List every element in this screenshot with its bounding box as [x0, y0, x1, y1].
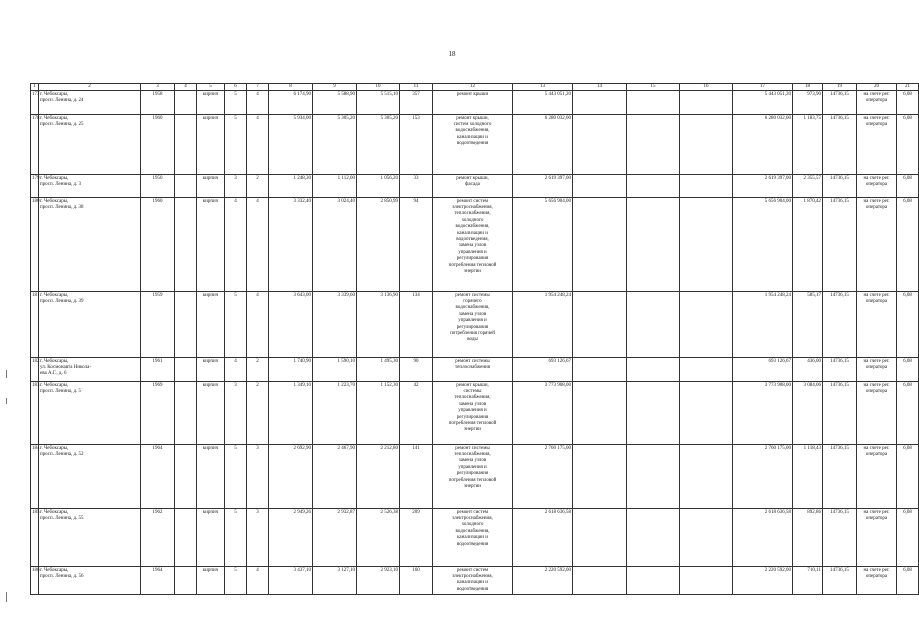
cell-residents: 141 — [400, 445, 433, 509]
cell-year: 1964 — [141, 445, 175, 509]
cell-c4 — [175, 445, 197, 509]
cell-c15 — [627, 198, 680, 292]
cell-address: г. Чебоксары, просп. Ленина, д. 25 — [39, 115, 141, 175]
cell-floors: 5 — [225, 509, 247, 567]
cell-address: г. Чебоксары, просп. Ленина, д. 55 — [39, 509, 141, 567]
cell-cost2: 5 656 904,00 — [733, 198, 793, 292]
cell-c16 — [680, 198, 733, 292]
cell-entrances: 4 — [247, 115, 269, 175]
cell-works: ремонт крыши, фасада — [433, 175, 513, 198]
cell-limit: 14736,15 — [823, 115, 857, 175]
cell-limit: 14736,15 — [823, 382, 857, 445]
cell-entrances: 3 — [247, 445, 269, 509]
column-number: 3 — [141, 84, 175, 91]
cell-specific: 436,00 — [793, 358, 823, 382]
cell-funding: на счете рег. оператора — [857, 175, 897, 198]
cell-area-total: 3 643,00 — [269, 292, 313, 358]
cell-c15 — [627, 175, 680, 198]
cell-entrances: 4 — [247, 567, 269, 595]
cell-funding: на счете рег. оператора — [857, 115, 897, 175]
column-number: 12 — [433, 84, 513, 91]
cell-c4 — [175, 509, 197, 567]
cell-residents: 33 — [400, 175, 433, 198]
column-number: 2 — [39, 84, 141, 91]
cell-finish: 6,08 — [897, 115, 919, 175]
cell-floors: 5 — [225, 115, 247, 175]
cell-address: г. Чебоксары, просп. Ленина, д. 39 — [39, 292, 141, 358]
cell-funding: на счете рег. оператора — [857, 358, 897, 382]
cell-area-a: 3 339,60 — [313, 292, 357, 358]
column-number: 13 — [513, 84, 573, 91]
cell-residents: 134 — [400, 292, 433, 358]
cell-cost2: 6 280 032,00 — [733, 115, 793, 175]
column-number: 18 — [793, 84, 823, 91]
cell-cost: 693 126,67 — [513, 358, 573, 382]
cell-n: 184 — [31, 445, 39, 509]
cell-area-b: 1 152,30 — [357, 382, 400, 445]
cell-limit: 14736,15 — [823, 198, 857, 292]
cell-limit: 14736,15 — [823, 358, 857, 382]
cell-area-b: 1 495,30 — [357, 358, 400, 382]
cell-c16 — [680, 445, 733, 509]
cell-year: 1969 — [141, 382, 175, 445]
table-row — [31, 198, 919, 292]
cell-c15 — [627, 382, 680, 445]
cell-address: г. Чебоксары, просп. Ленина, д. 5 — [39, 382, 141, 445]
cell-material: кирпич — [197, 91, 225, 115]
cell-specific: 892,86 — [793, 509, 823, 567]
table-row — [31, 115, 919, 175]
cell-funding: на счете рег. оператора — [857, 198, 897, 292]
column-number: 11 — [400, 84, 433, 91]
cell-material: кирпич — [197, 115, 225, 175]
cell-entrances: 4 — [247, 91, 269, 115]
cell-limit: 14736,15 — [823, 175, 857, 198]
cell-address: г. Чебоксары, просп. Ленина, д. 24 — [39, 91, 141, 115]
cell-c14 — [573, 91, 627, 115]
cell-floors: 3 — [225, 382, 247, 445]
cell-cost2: 3 773 908,00 — [733, 382, 793, 445]
cell-c4 — [175, 382, 197, 445]
cell-n: 182 — [31, 358, 39, 382]
cell-c15 — [627, 115, 680, 175]
cell-n: 180 — [31, 198, 39, 292]
cell-specific: 1 118,43 — [793, 445, 823, 509]
cell-area-total: 1 248,30 — [269, 175, 313, 198]
cell-residents: 209 — [400, 509, 433, 567]
cell-limit: 14736,15 — [823, 509, 857, 567]
cell-c4 — [175, 115, 197, 175]
column-number: 14 — [573, 84, 627, 91]
cell-entrances: 4 — [247, 198, 269, 292]
column-number: 20 — [857, 84, 897, 91]
cell-area-a: 2 932,87 — [313, 509, 357, 567]
cell-n: 179 — [31, 175, 39, 198]
cell-n: 186 — [31, 567, 39, 595]
cell-n: 177 — [31, 91, 39, 115]
cell-c16 — [680, 509, 733, 567]
cell-c14 — [573, 567, 627, 595]
cell-c14 — [573, 115, 627, 175]
cell-finish: 6,08 — [897, 358, 919, 382]
cell-limit: 14736,15 — [823, 567, 857, 595]
column-number: 8 — [269, 84, 313, 91]
page-number: 18 — [448, 50, 456, 58]
cell-c16 — [680, 567, 733, 595]
column-number: 15 — [627, 84, 680, 91]
cell-area-a: 5 305,20 — [313, 115, 357, 175]
repair-program-table — [30, 83, 919, 595]
cell-address: г. Чебоксары, просп. Ленина, д. 38 — [39, 198, 141, 292]
cell-year: 1961 — [141, 358, 175, 382]
cell-floors: 5 — [225, 91, 247, 115]
cell-address: г. Чебоксары, просп. Ленина, д. 56 — [39, 567, 141, 595]
cell-specific: 710,11 — [793, 567, 823, 595]
cell-finish: 6,08 — [897, 382, 919, 445]
cell-c16 — [680, 115, 733, 175]
cell-year: 1960 — [141, 115, 175, 175]
cell-residents: 94 — [400, 198, 433, 292]
cell-entrances: 2 — [247, 358, 269, 382]
cell-floors: 5 — [225, 567, 247, 595]
cell-entrances: 2 — [247, 382, 269, 445]
cell-c15 — [627, 509, 680, 567]
cell-material: кирпич — [197, 567, 225, 595]
cell-works: ремонт крыши — [433, 91, 513, 115]
cell-area-b: 5 515,10 — [357, 91, 400, 115]
cell-area-a: 1 590,10 — [313, 358, 357, 382]
cell-area-total: 5 934,00 — [269, 115, 313, 175]
cell-area-a: 5 588,90 — [313, 91, 357, 115]
cell-specific: 1 183,75 — [793, 115, 823, 175]
cell-c4 — [175, 91, 197, 115]
cell-residents: 153 — [400, 115, 433, 175]
cell-floors: 3 — [225, 175, 247, 198]
cell-floors: 5 — [225, 292, 247, 358]
cell-finish: 6,08 — [897, 198, 919, 292]
cell-cost2: 2 619 397,00 — [733, 175, 793, 198]
column-number: 10 — [357, 84, 400, 91]
cell-c4 — [175, 358, 197, 382]
cell-year: 1960 — [141, 198, 175, 292]
cell-c14 — [573, 382, 627, 445]
cell-c4 — [175, 292, 197, 358]
cell-material: кирпич — [197, 509, 225, 567]
table-row — [31, 292, 919, 358]
cell-address: г. Чебоксары, просп. Ленина, д. 3 — [39, 175, 141, 198]
cell-limit: 14736,15 — [823, 445, 857, 509]
cell-area-total: 3 437,10 — [269, 567, 313, 595]
cell-area-a: 1 223,70 — [313, 382, 357, 445]
margin-mark — [6, 398, 7, 404]
cell-area-b: 5 305,20 — [357, 115, 400, 175]
cell-finish: 6,08 — [897, 445, 919, 509]
cell-limit: 14736,15 — [823, 91, 857, 115]
cell-n: 185 — [31, 509, 39, 567]
cell-c4 — [175, 175, 197, 198]
cell-c16 — [680, 175, 733, 198]
cell-specific: 973,90 — [793, 91, 823, 115]
cell-year: 1964 — [141, 567, 175, 595]
column-number: 6 — [225, 84, 247, 91]
cell-c14 — [573, 445, 627, 509]
cell-c16 — [680, 358, 733, 382]
cell-cost2: 693 126,67 — [733, 358, 793, 382]
cell-cost: 6 280 032,00 — [513, 115, 573, 175]
cell-c14 — [573, 175, 627, 198]
cell-cost: 2 618 636,58 — [513, 509, 573, 567]
cell-material: кирпич — [197, 445, 225, 509]
cell-funding: на счете рег. оператора — [857, 509, 897, 567]
cell-cost: 5 443 051,20 — [513, 91, 573, 115]
cell-material: кирпич — [197, 175, 225, 198]
cell-area-a: 3 024,40 — [313, 198, 357, 292]
column-number-row — [31, 84, 919, 91]
column-number: 4 — [175, 84, 197, 91]
margin-mark — [6, 370, 7, 378]
column-number: 21 — [897, 84, 919, 91]
cell-area-b: 2 923,10 — [357, 567, 400, 595]
cell-residents: 357 — [400, 91, 433, 115]
cell-year: 1950 — [141, 175, 175, 198]
cell-works: ремонт систем электроснабжения, холодного водоснабжения, канализации и водоотведения — [433, 509, 513, 567]
cell-finish: 6,08 — [897, 292, 919, 358]
margin-mark — [6, 592, 7, 602]
cell-finish: 6,08 — [897, 91, 919, 115]
table-row — [31, 358, 919, 382]
cell-floors: 4 — [225, 358, 247, 382]
column-number: 1 — [31, 84, 39, 91]
cell-area-b: 1 056,20 — [357, 175, 400, 198]
cell-specific: 2 355,57 — [793, 175, 823, 198]
cell-cost2: 5 443 051,20 — [733, 91, 793, 115]
cell-limit: 14736,15 — [823, 292, 857, 358]
cell-c14 — [573, 509, 627, 567]
cell-n: 178 — [31, 115, 39, 175]
cell-area-total: 3 332,40 — [269, 198, 313, 292]
column-number: 19 — [823, 84, 857, 91]
cell-funding: на счете рег. оператора — [857, 567, 897, 595]
cell-specific: 3 084,06 — [793, 382, 823, 445]
cell-area-b: 3 136,90 — [357, 292, 400, 358]
cell-cost2: 2 220 592,00 — [733, 567, 793, 595]
cell-c15 — [627, 91, 680, 115]
cell-cost2: 2 760 175,00 — [733, 445, 793, 509]
cell-cost2: 2 618 636,58 — [733, 509, 793, 567]
cell-area-b: 2 212,80 — [357, 445, 400, 509]
cell-residents: 160 — [400, 567, 433, 595]
cell-works: ремонт крыши, систем холодного водоснабжения, канализации и водоотведения — [433, 115, 513, 175]
cell-funding: на счете рег. оператора — [857, 382, 897, 445]
cell-residents: 42 — [400, 382, 433, 445]
cell-area-total: 2 692,90 — [269, 445, 313, 509]
cell-floors: 5 — [225, 445, 247, 509]
table-row — [31, 509, 919, 567]
cell-funding: на счете рег. оператора — [857, 292, 897, 358]
cell-c14 — [573, 358, 627, 382]
cell-entrances: 2 — [247, 175, 269, 198]
cell-year: 1962 — [141, 509, 175, 567]
cell-material: кирпич — [197, 292, 225, 358]
cell-area-total: 1 349,10 — [269, 382, 313, 445]
cell-area-a: 3 127,10 — [313, 567, 357, 595]
table-row — [31, 175, 919, 198]
cell-c15 — [627, 445, 680, 509]
cell-cost: 2 760 175,00 — [513, 445, 573, 509]
cell-cost: 1 954 248,24 — [513, 292, 573, 358]
cell-specific: 585,17 — [793, 292, 823, 358]
cell-area-a: 2 467,90 — [313, 445, 357, 509]
cell-specific: 1 870,42 — [793, 198, 823, 292]
cell-finish: 6,08 — [897, 567, 919, 595]
cell-c14 — [573, 198, 627, 292]
cell-works: ремонт систем электроснабжения, канализации и водоотведения — [433, 567, 513, 595]
cell-material: кирпич — [197, 358, 225, 382]
cell-material: кирпич — [197, 382, 225, 445]
cell-cost: 2 220 592,00 — [513, 567, 573, 595]
cell-finish: 6,08 — [897, 509, 919, 567]
cell-works: ремонт системы теплоснабжения, замена узлов управления и регулирования потребления тепловой энергии — [433, 445, 513, 509]
column-number: 7 — [247, 84, 269, 91]
cell-residents: 90 — [400, 358, 433, 382]
cell-n: 181 — [31, 292, 39, 358]
cell-c16 — [680, 382, 733, 445]
cell-area-a: 1 112,00 — [313, 175, 357, 198]
table-row — [31, 567, 919, 595]
column-number: 16 — [680, 84, 733, 91]
cell-address: г. Чебоксары, ул. Космонавта Никола- ева А.Г., д. 6 — [39, 358, 141, 382]
cell-funding: на счете рег. оператора — [857, 445, 897, 509]
cell-area-b: 2 850,99 — [357, 198, 400, 292]
cell-finish: 6,08 — [897, 175, 919, 198]
cell-year: 1959 — [141, 292, 175, 358]
cell-c16 — [680, 91, 733, 115]
cell-works: ремонт системы горячего водоснабжения, замена узлов управления и регулирования потребления горячей воды — [433, 292, 513, 358]
cell-material: кирпич — [197, 198, 225, 292]
cell-area-total: 1 740,90 — [269, 358, 313, 382]
cell-works: ремонт систем электроснабжения, теплоснабжения, холодного водоснабжения, канализации и водоотведения, замена узлов управления и регулирования потребления тепловой энергии — [433, 198, 513, 292]
cell-cost2: 1 954 248,24 — [733, 292, 793, 358]
cell-c15 — [627, 567, 680, 595]
cell-address: г. Чебоксары, просп. Ленина, д. 52 — [39, 445, 141, 509]
cell-funding: на счете рег. оператора — [857, 91, 897, 115]
cell-year: 1958 — [141, 91, 175, 115]
cell-c4 — [175, 567, 197, 595]
cell-n: 183 — [31, 382, 39, 445]
cell-c15 — [627, 292, 680, 358]
column-number: 5 — [197, 84, 225, 91]
column-number: 9 — [313, 84, 357, 91]
cell-cost: 2 619 397,00 — [513, 175, 573, 198]
column-number: 17 — [733, 84, 793, 91]
cell-area-b: 2 526,38 — [357, 509, 400, 567]
cell-floors: 4 — [225, 198, 247, 292]
cell-c14 — [573, 292, 627, 358]
cell-cost: 3 773 908,00 — [513, 382, 573, 445]
table-row — [31, 91, 919, 115]
table-row — [31, 445, 919, 509]
cell-entrances: 4 — [247, 292, 269, 358]
cell-c15 — [627, 358, 680, 382]
cell-entrances: 3 — [247, 509, 269, 567]
cell-cost: 5 656 904,00 — [513, 198, 573, 292]
table-row — [31, 382, 919, 445]
cell-area-total: 2 949,26 — [269, 509, 313, 567]
cell-works: ремонт системы теплоснабжения — [433, 358, 513, 382]
cell-c4 — [175, 198, 197, 292]
cell-works: ремонт крыши, системы теплоснабжения, замена узлов управления и регулирования потребления тепловой энергии — [433, 382, 513, 445]
cell-area-total: 6 174,90 — [269, 91, 313, 115]
cell-c16 — [680, 292, 733, 358]
